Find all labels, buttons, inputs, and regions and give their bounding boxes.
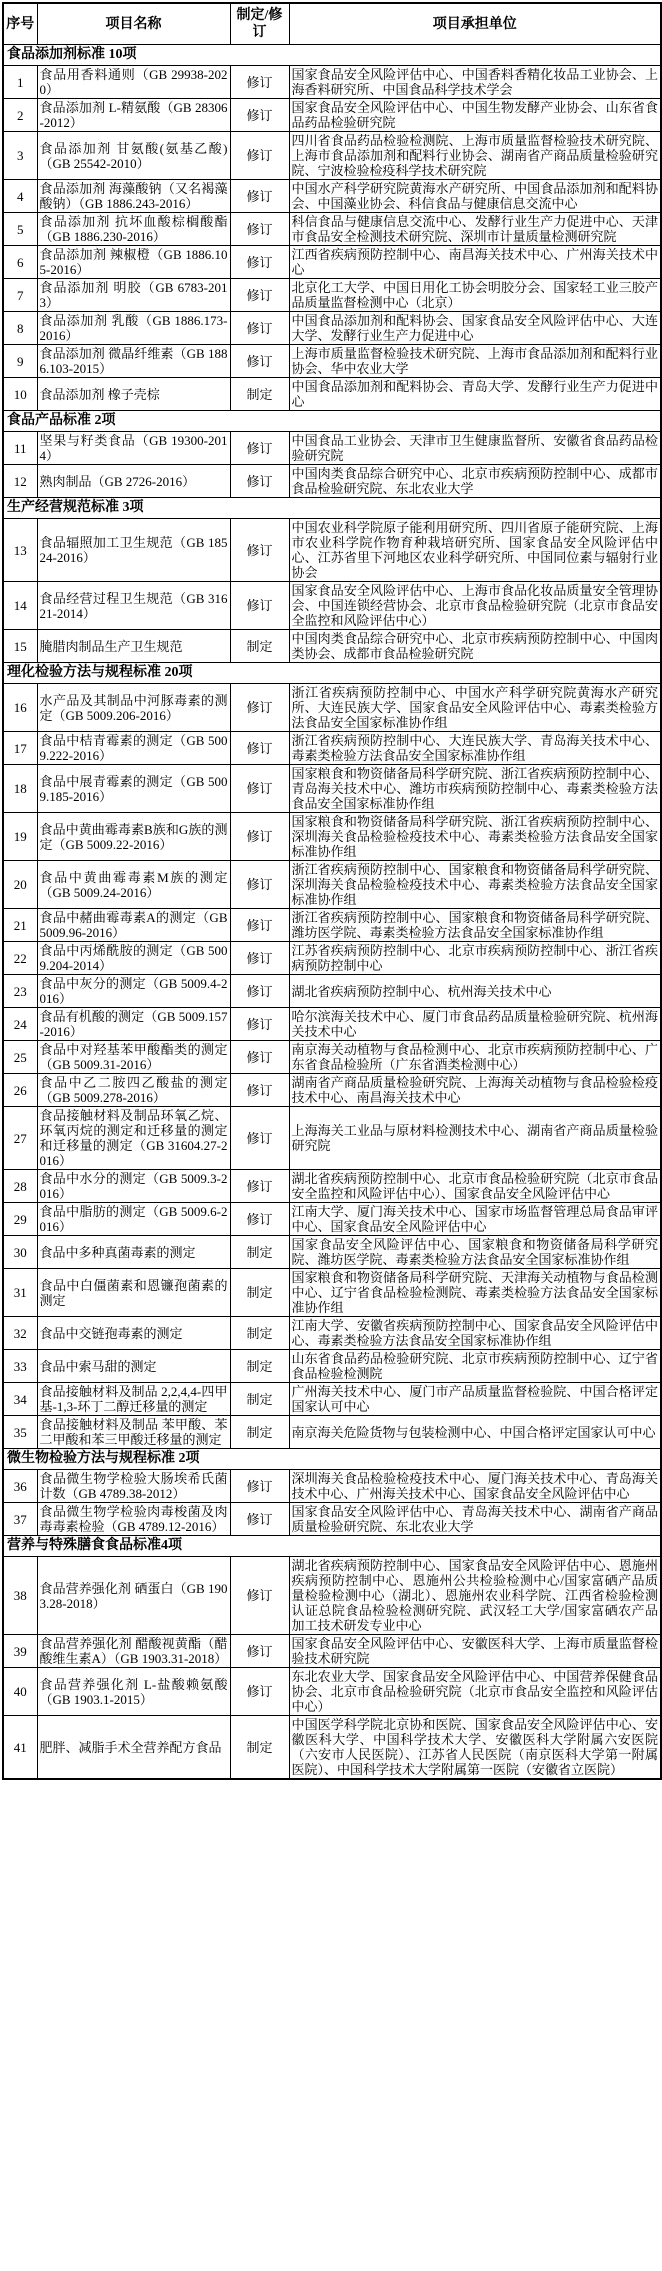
- cell-revision-type: 制定: [230, 1236, 289, 1269]
- cell-project-name: 食品添加剂 抗坏血酸棕榈酸酯（GB 1886.230-2016）: [37, 213, 230, 246]
- cell-seq: 34: [3, 1383, 37, 1416]
- cell-revision-type: 修订: [230, 279, 289, 312]
- cell-revision-type: 修订: [230, 1668, 289, 1716]
- cell-seq: 11: [3, 432, 37, 465]
- cell-undertaking-unit: 四川省食品药品检验检测院、上海市质量监督检验技术研究院、上海市食品添加剂和配料行业协会、湖南省产商品质量检验研究院、宁波检验检疫科学技术研究院: [289, 132, 661, 180]
- cell-revision-type: 制定: [230, 1416, 289, 1449]
- cell-project-name: 食品微生物学检验肉毒梭菌及肉毒毒素检验（GB 4789.12-2016）: [37, 1503, 230, 1536]
- table-row: [3, 975, 661, 1008]
- cell-seq: 19: [3, 813, 37, 861]
- cell-seq: 5: [3, 213, 37, 246]
- cell-project-name: 食品中桔青霉素的测定（GB 5009.222-2016）: [37, 732, 230, 765]
- cell-seq: 36: [3, 1470, 37, 1503]
- cell-revision-type: 制定: [230, 1716, 289, 1780]
- table-row: [3, 99, 661, 132]
- cell-seq: 26: [3, 1074, 37, 1107]
- cell-undertaking-unit: 中国食品工业协会、天津市卫生健康监督所、安徽省食品药品检验研究院: [289, 432, 661, 465]
- table-row: [3, 66, 661, 99]
- cell-revision-type: 修订: [230, 1635, 289, 1668]
- cell-project-name: 食品中脂肪的测定（GB 5009.6-2016）: [37, 1203, 230, 1236]
- table-row: [3, 465, 661, 498]
- cell-undertaking-unit: 江苏省疾病预防控制中心、北京市疾病预防控制中心、浙江省疾病预防控制中心: [289, 942, 661, 975]
- section-header-row: [3, 1536, 661, 1557]
- cell-seq: 16: [3, 684, 37, 732]
- table-header-row: [3, 3, 661, 45]
- cell-revision-type: 制定: [230, 378, 289, 411]
- cell-revision-type: 修订: [230, 942, 289, 975]
- cell-undertaking-unit: 上海市质量监督检验技术研究院、上海市食品添加剂和配料行业协会、华中农业大学: [289, 345, 661, 378]
- cell-undertaking-unit: 浙江省疾病预防控制中心、大连民族大学、青岛海关技术中心、毒素类检验方法食品安全国家标准协作组: [289, 732, 661, 765]
- column-header-unit: 项目承担单位: [289, 3, 661, 45]
- cell-project-name: 食品中展青霉素的测定（GB 5009.185-2016）: [37, 765, 230, 813]
- cell-project-name: 食品经营过程卫生规范（GB 31621-2014）: [37, 582, 230, 630]
- cell-project-name: 食品接触材料及制品 2,2,4,4-四甲基-1,3-环丁二醇迁移量的测定: [37, 1383, 230, 1416]
- cell-seq: 22: [3, 942, 37, 975]
- cell-revision-type: 修订: [230, 519, 289, 582]
- section-header-row: [3, 1449, 661, 1470]
- cell-revision-type: 修订: [230, 1107, 289, 1170]
- cell-undertaking-unit: 国家食品安全风险评估中心、青岛海关技术中心、湖南省产商品质量检验研究院、东北农业大学: [289, 1503, 661, 1536]
- standards-table: [2, 2, 662, 1780]
- cell-undertaking-unit: 南京海关动植物与食品检测中心、北京市疾病预防控制中心、广东省食品检验所（广东省酒类检测中心）: [289, 1041, 661, 1074]
- table-row: [3, 909, 661, 942]
- cell-seq: 3: [3, 132, 37, 180]
- cell-revision-type: 修订: [230, 1074, 289, 1107]
- table-row: [3, 732, 661, 765]
- cell-project-name: 食品中索马甜的测定: [37, 1350, 230, 1383]
- cell-revision-type: 修订: [230, 684, 289, 732]
- cell-project-name: 水产品及其制品中河豚毒素的测定（GB 5009.206-2016）: [37, 684, 230, 732]
- table-row: [3, 213, 661, 246]
- table-row: [3, 813, 661, 861]
- section-title: 生产经营规范标准 3项: [3, 498, 661, 519]
- cell-revision-type: 修订: [230, 1503, 289, 1536]
- cell-undertaking-unit: 山东省食品药品检验研究院、北京市疾病预防控制中心、辽宁省食品检验检测院: [289, 1350, 661, 1383]
- table-row: [3, 684, 661, 732]
- cell-undertaking-unit: 湖北省疾病预防控制中心、杭州海关技术中心: [289, 975, 661, 1008]
- cell-seq: 14: [3, 582, 37, 630]
- cell-seq: 10: [3, 378, 37, 411]
- cell-seq: 1: [3, 66, 37, 99]
- cell-project-name: 食品营养强化剂 L-盐酸赖氨酸（GB 1903.1-2015）: [37, 1668, 230, 1716]
- cell-undertaking-unit: 江南大学、安徽省疾病预防控制中心、国家食品安全风险评估中心、毒素类检验方法食品安全国家标准协作组: [289, 1317, 661, 1350]
- table-row: [3, 1416, 661, 1449]
- cell-undertaking-unit: 国家粮食和物资储备局科学研究院、浙江省疾病预防控制中心、深圳海关食品检验检疫技术中心、毒素类检验方法食品安全国家标准协作组: [289, 813, 661, 861]
- cell-undertaking-unit: 江南大学、厦门海关技术中心、国家市场监督管理总局食品审评中心、国家食品安全风险评估中心: [289, 1203, 661, 1236]
- cell-project-name: 食品中白僵菌素和恩镰孢菌素的测定: [37, 1269, 230, 1317]
- cell-seq: 31: [3, 1269, 37, 1317]
- cell-seq: 18: [3, 765, 37, 813]
- table-row: [3, 1635, 661, 1668]
- cell-seq: 38: [3, 1557, 37, 1635]
- cell-revision-type: 修订: [230, 465, 289, 498]
- cell-revision-type: 修订: [230, 1170, 289, 1203]
- cell-revision-type: 制定: [230, 1317, 289, 1350]
- cell-project-name: 食品有机酸的测定（GB 5009.157-2016）: [37, 1008, 230, 1041]
- cell-project-name: 食品中水分的测定（GB 5009.3-2016）: [37, 1170, 230, 1203]
- cell-revision-type: 修订: [230, 1008, 289, 1041]
- section-header-row: [3, 663, 661, 684]
- cell-undertaking-unit: 东北农业大学、国家食品安全风险评估中心、中国营养保健食品协会、北京市食品检验研究院（北京市食品安全监控和风险评估中心）: [289, 1668, 661, 1716]
- cell-seq: 6: [3, 246, 37, 279]
- cell-undertaking-unit: 中国食品添加剂和配料协会、青岛大学、发酵行业生产力促进中心: [289, 378, 661, 411]
- cell-undertaking-unit: 北京化工大学、中国日用化工协会明胶分会、国家轻工业三胶产品质量监督检测中心（北京）: [289, 279, 661, 312]
- cell-undertaking-unit: 湖北省疾病预防控制中心、国家食品安全风险评估中心、恩施州疾病预防控制中心、恩施州公共检验检测中心/国家富硒产品质量检验检测中心（湖北）、恩施州农业科学院、江西省检验检测认证总院食品检验检测研究院、武汉轻工大学/国家富硒农产品加工技术研发专业中心: [289, 1557, 661, 1635]
- cell-revision-type: 制定: [230, 630, 289, 663]
- cell-undertaking-unit: 国家食品安全风险评估中心、中国香料香精化妆品工业协会、上海香料研究所、中国食品科学技术学会: [289, 66, 661, 99]
- cell-project-name: 食品中黄曲霉毒素B族和G族的测定（GB 5009.22-2016）: [37, 813, 230, 861]
- cell-revision-type: 修订: [230, 345, 289, 378]
- table-row: [3, 1107, 661, 1170]
- cell-seq: 39: [3, 1635, 37, 1668]
- cell-undertaking-unit: 湖北省疾病预防控制中心、北京市食品检验研究院（北京市食品安全监控和风险评估中心）、国家食品安全风险评估中心: [289, 1170, 661, 1203]
- cell-revision-type: 修订: [230, 66, 289, 99]
- cell-seq: 30: [3, 1236, 37, 1269]
- table-row: [3, 1668, 661, 1716]
- cell-project-name: 食品添加剂 辣椒橙（GB 1886.105-2016）: [37, 246, 230, 279]
- cell-revision-type: 修订: [230, 765, 289, 813]
- cell-project-name: 食品营养强化剂 醋酸视黄酯（醋酸维生素A）（GB 1903.31-2018）: [37, 1635, 230, 1668]
- cell-undertaking-unit: 中国医学科学院北京协和医院、国家食品安全风险评估中心、安徽医科大学、中国科学技术大学、安徽医科大学附属六安医院（六安市人民医院）、江苏省人民医院（南京医科大学第一附属医院）、中国科学技术大学附属第一医院（安徽省立医院）: [289, 1716, 661, 1780]
- cell-revision-type: 修订: [230, 1470, 289, 1503]
- cell-undertaking-unit: 浙江省疾病预防控制中心、中国水产科学研究院黄海水产研究所、大连民族大学、国家食品安全风险评估中心、毒素类检验方法食品安全国家标准协作组: [289, 684, 661, 732]
- cell-project-name: 食品添加剂 L-精氨酸（GB 28306-2012）: [37, 99, 230, 132]
- table-row: [3, 1383, 661, 1416]
- cell-undertaking-unit: 国家食品安全风险评估中心、安徽医科大学、上海市质量监督检验技术研究院: [289, 1635, 661, 1668]
- section-title: 微生物检验方法与规程标准 2项: [3, 1449, 661, 1470]
- cell-seq: 37: [3, 1503, 37, 1536]
- table-row: [3, 765, 661, 813]
- cell-revision-type: 修订: [230, 1557, 289, 1635]
- cell-undertaking-unit: 国家食品安全风险评估中心、中国生物发酵产业协会、山东省食品药品检验研究院: [289, 99, 661, 132]
- table-row: [3, 1317, 661, 1350]
- cell-project-name: 食品接触材料及制品环氧乙烷、环氧丙烷的测定和迁移量的测定和迁移量的测定（GB 31604.27-2016）: [37, 1107, 230, 1170]
- column-header-name: 项目名称: [37, 3, 230, 45]
- section-header-row: [3, 45, 661, 66]
- cell-seq: 33: [3, 1350, 37, 1383]
- table-row: [3, 1716, 661, 1780]
- column-header-seq: 序号: [3, 3, 37, 45]
- cell-project-name: 食品接触材料及制品 苯甲酸、苯二甲酸和苯三甲酸迁移量的测定: [37, 1416, 230, 1449]
- cell-undertaking-unit: 江西省疾病预防控制中心、南昌海关技术中心、广州海关技术中心: [289, 246, 661, 279]
- table-row: [3, 1074, 661, 1107]
- section-title: 食品添加剂标准 10项: [3, 45, 661, 66]
- cell-revision-type: 修订: [230, 99, 289, 132]
- cell-seq: 24: [3, 1008, 37, 1041]
- table-row: [3, 1470, 661, 1503]
- section-header-row: [3, 411, 661, 432]
- cell-project-name: 食品添加剂 明胶（GB 6783-2013）: [37, 279, 230, 312]
- cell-revision-type: 制定: [230, 1383, 289, 1416]
- cell-revision-type: 修订: [230, 813, 289, 861]
- cell-undertaking-unit: 广州海关技术中心、厦门市产品质量监督检验院、中国合格评定国家认可中心: [289, 1383, 661, 1416]
- cell-project-name: 腌腊肉制品生产卫生规范: [37, 630, 230, 663]
- table-row: [3, 942, 661, 975]
- cell-revision-type: 修订: [230, 432, 289, 465]
- cell-project-name: 食品中乙二胺四乙酸盐的测定（GB 5009.278-2016）: [37, 1074, 230, 1107]
- cell-undertaking-unit: 国家粮食和物资储备局科学研究院、天津海关动植物与食品检测中心、辽宁省食品检验检测院、毒素类检验方法食品安全国家标准协作组: [289, 1269, 661, 1317]
- cell-seq: 41: [3, 1716, 37, 1780]
- table-row: [3, 1008, 661, 1041]
- cell-undertaking-unit: 浙江省疾病预防控制中心、国家粮食和物资储备局科学研究院、潍坊医学院、毒素类检验方法食品安全国家标准协作组: [289, 909, 661, 942]
- table-row: [3, 861, 661, 909]
- cell-undertaking-unit: 中国水产科学研究院黄海水产研究所、中国食品添加剂和配料协会、中国藻业协会、科信食品与健康信息交流中心: [289, 180, 661, 213]
- cell-revision-type: 修订: [230, 582, 289, 630]
- table-row: [3, 1269, 661, 1317]
- cell-seq: 32: [3, 1317, 37, 1350]
- cell-seq: 23: [3, 975, 37, 1008]
- section-header-row: [3, 498, 661, 519]
- cell-revision-type: 修订: [230, 213, 289, 246]
- cell-project-name: 食品中对羟基苯甲酸酯类的测定（GB 5009.31-2016）: [37, 1041, 230, 1074]
- cell-revision-type: 修订: [230, 180, 289, 213]
- section-title: 营养与特殊膳食食品标准4项: [3, 1536, 661, 1557]
- cell-revision-type: 制定: [230, 1269, 289, 1317]
- cell-undertaking-unit: 国家粮食和物资储备局科学研究院、浙江省疾病预防控制中心、青岛海关技术中心、潍坊市疾病预防控制中心、毒素类检验方法食品安全国家标准协作组: [289, 765, 661, 813]
- cell-revision-type: 修订: [230, 132, 289, 180]
- cell-revision-type: 修订: [230, 732, 289, 765]
- cell-seq: 2: [3, 99, 37, 132]
- table-row: [3, 1203, 661, 1236]
- cell-seq: 15: [3, 630, 37, 663]
- cell-seq: 4: [3, 180, 37, 213]
- cell-undertaking-unit: 上海海关工业品与原材料检测技术中心、湖南省产商品质量检验研究院: [289, 1107, 661, 1170]
- cell-project-name: 食品添加剂 乳酸（GB 1886.173-2016）: [37, 312, 230, 345]
- table-row: [3, 132, 661, 180]
- cell-revision-type: 修订: [230, 861, 289, 909]
- cell-project-name: 食品中灰分的测定（GB 5009.4-2016）: [37, 975, 230, 1008]
- cell-project-name: 熟肉制品（GB 2726-2016）: [37, 465, 230, 498]
- cell-seq: 28: [3, 1170, 37, 1203]
- table-row: [3, 519, 661, 582]
- table-row: [3, 1170, 661, 1203]
- cell-undertaking-unit: 哈尔滨海关技术中心、厦门市食品药品质量检验研究院、杭州海关技术中心: [289, 1008, 661, 1041]
- table-row: [3, 432, 661, 465]
- cell-undertaking-unit: 湖南省产商品质量检验研究院、上海海关动植物与食品检验检疫技术中心、南昌海关技术中心: [289, 1074, 661, 1107]
- table-row: [3, 378, 661, 411]
- cell-undertaking-unit: 国家食品安全风险评估中心、国家粮食和物资储备局科学研究院、潍坊医学院、毒素类检验方法食品安全国家标准协作组: [289, 1236, 661, 1269]
- cell-revision-type: 修订: [230, 246, 289, 279]
- cell-undertaking-unit: 中国食品添加剂和配料协会、国家食品安全风险评估中心、大连大学、发酵行业生产力促进中心: [289, 312, 661, 345]
- cell-seq: 25: [3, 1041, 37, 1074]
- cell-project-name: 食品添加剂 微晶纤维素（GB 1886.103-2015）: [37, 345, 230, 378]
- cell-undertaking-unit: 南京海关危险货物与包装检测中心、中国合格评定国家认可中心: [289, 1416, 661, 1449]
- cell-revision-type: 制定: [230, 1350, 289, 1383]
- cell-seq: 27: [3, 1107, 37, 1170]
- cell-project-name: 食品用香料通则（GB 29938-2020）: [37, 66, 230, 99]
- cell-undertaking-unit: 中国肉类食品综合研究中心、北京市疾病预防控制中心、中国肉类协会、成都市食品检验研究院: [289, 630, 661, 663]
- table-row: [3, 345, 661, 378]
- table-row: [3, 279, 661, 312]
- cell-project-name: 食品中交链孢毒素的测定: [37, 1317, 230, 1350]
- cell-revision-type: 修订: [230, 909, 289, 942]
- cell-project-name: 食品微生物学检验大肠埃希氏菌计数（GB 4789.38-2012）: [37, 1470, 230, 1503]
- cell-project-name: 食品营养强化剂 硒蛋白（GB 1903.28-2018）: [37, 1557, 230, 1635]
- table-row: [3, 312, 661, 345]
- cell-project-name: 坚果与籽类食品（GB 19300-2014）: [37, 432, 230, 465]
- cell-seq: 21: [3, 909, 37, 942]
- cell-seq: 9: [3, 345, 37, 378]
- column-header-type: 制定/修订: [230, 3, 289, 45]
- cell-project-name: 食品添加剂 甘氨酸(氨基乙酸)（GB 25542-2010）: [37, 132, 230, 180]
- table-row: [3, 1503, 661, 1536]
- cell-undertaking-unit: 中国肉类食品综合研究中心、北京市疾病预防控制中心、成都市食品检验研究院、东北农业大学: [289, 465, 661, 498]
- cell-project-name: 食品添加剂 海藻酸钠（又名褐藻酸钠）（GB 1886.243-2016）: [37, 180, 230, 213]
- table-row: [3, 582, 661, 630]
- cell-seq: 40: [3, 1668, 37, 1716]
- cell-seq: 13: [3, 519, 37, 582]
- cell-project-name: 食品中黄曲霉毒素M族的测定（GB 5009.24-2016）: [37, 861, 230, 909]
- cell-undertaking-unit: 国家食品安全风险评估中心、上海市食品化妆品质量安全管理协会、中国连锁经营协会、北京市食品检验研究院（北京市食品安全监控和风险评估中心）: [289, 582, 661, 630]
- cell-project-name: 食品中多种真菌毒素的测定: [37, 1236, 230, 1269]
- cell-project-name: 食品辐照加工卫生规范（GB 18524-2016）: [37, 519, 230, 582]
- cell-seq: 29: [3, 1203, 37, 1236]
- cell-project-name: 食品添加剂 橡子壳棕: [37, 378, 230, 411]
- cell-revision-type: 修订: [230, 975, 289, 1008]
- table-row: [3, 246, 661, 279]
- section-title: 理化检验方法与规程标准 20项: [3, 663, 661, 684]
- cell-revision-type: 修订: [230, 1203, 289, 1236]
- table-row: [3, 1041, 661, 1074]
- cell-seq: 7: [3, 279, 37, 312]
- table-row: [3, 1236, 661, 1269]
- section-title: 食品产品标准 2项: [3, 411, 661, 432]
- cell-seq: 20: [3, 861, 37, 909]
- cell-undertaking-unit: 科信食品与健康信息交流中心、发酵行业生产力促进中心、天津市食品安全检测技术研究院、深圳市计量质量检测研究院: [289, 213, 661, 246]
- table-row: [3, 1557, 661, 1635]
- cell-undertaking-unit: 中国农业科学院原子能利用研究所、四川省原子能研究院、上海市农业科学院作物育种栽培研究所、国家食品安全风险评估中心、江苏省里下河地区农业科学研究所、中国同位素与辐射行业协会: [289, 519, 661, 582]
- cell-undertaking-unit: 深圳海关食品检验检疫技术中心、厦门海关技术中心、青岛海关技术中心、广州海关技术中心、国家食品安全风险评估中心: [289, 1470, 661, 1503]
- cell-seq: 12: [3, 465, 37, 498]
- standards-table-body: [3, 45, 661, 1780]
- cell-seq: 17: [3, 732, 37, 765]
- table-row: [3, 180, 661, 213]
- cell-seq: 35: [3, 1416, 37, 1449]
- cell-revision-type: 修订: [230, 312, 289, 345]
- cell-project-name: 食品中赭曲霉毒素A的测定（GB 5009.96-2016）: [37, 909, 230, 942]
- cell-project-name: 肥胖、减脂手术全营养配方食品: [37, 1716, 230, 1780]
- table-row: [3, 1350, 661, 1383]
- cell-undertaking-unit: 浙江省疾病预防控制中心、国家粮食和物资储备局科学研究院、深圳海关食品检验检疫技术中心、毒素类检验方法食品安全国家标准协作组: [289, 861, 661, 909]
- cell-seq: 8: [3, 312, 37, 345]
- cell-project-name: 食品中丙烯酰胺的测定（GB 5009.204-2014）: [37, 942, 230, 975]
- cell-revision-type: 修订: [230, 1041, 289, 1074]
- table-row: [3, 630, 661, 663]
